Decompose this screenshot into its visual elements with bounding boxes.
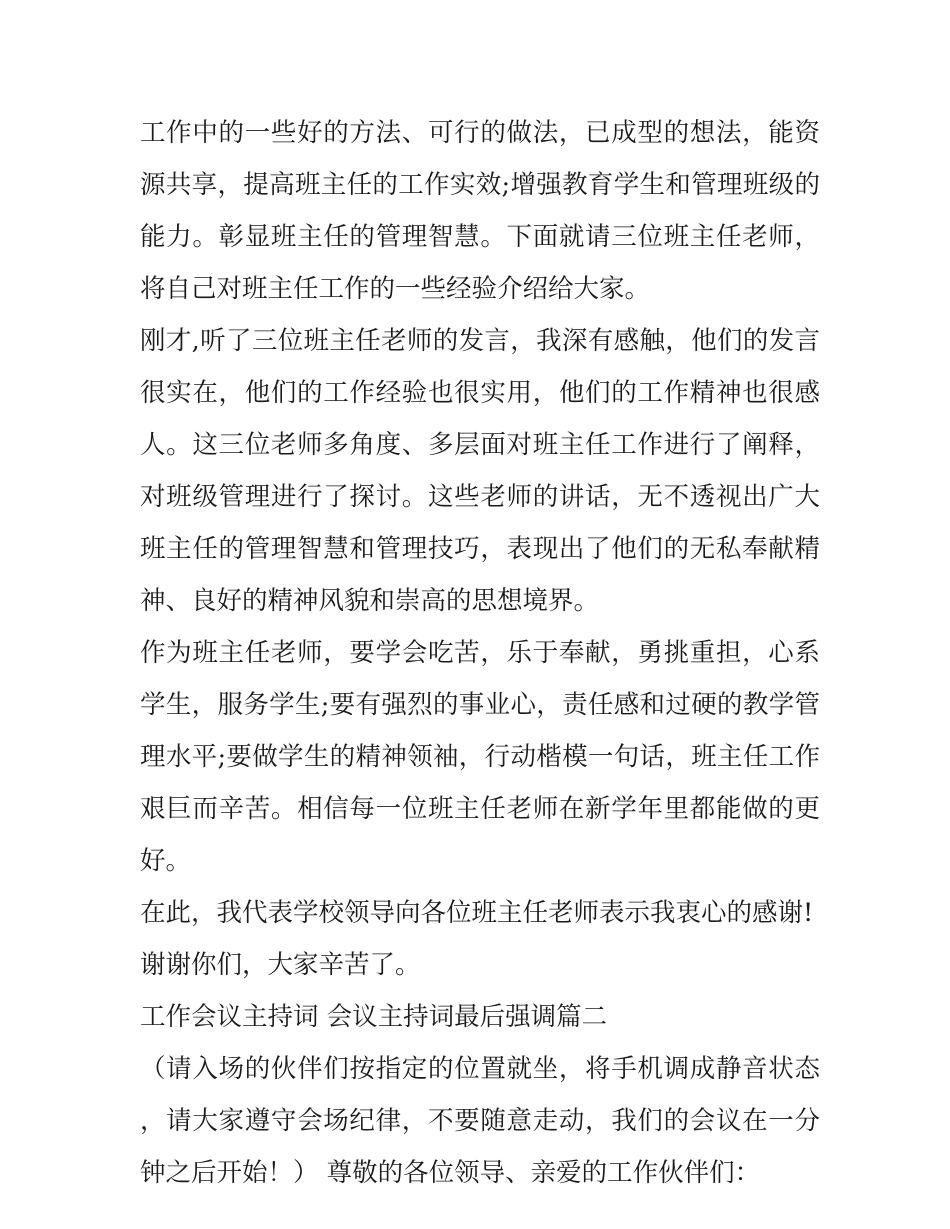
document-page — [140, 107, 820, 1199]
paragraph-thanks: 在此，我代表学校领导向各位班主任老师表示我衷心的感谢! — [140, 898, 814, 928]
paragraph-closing: 谢谢你们，大家辛苦了。 — [140, 950, 421, 980]
paragraph-teacher-speeches: 刚才,听了三位班主任老师的发言，我深有感触，他们的发言很实在，他们的工作经验也很实用，他们的工作精神也很感人。这三位老师多角度、多层面对班主任工作进行了阐释，对班级管理进行了探讨。这些老师的讲话，无不透视出广大班主任的管理智慧和管理技巧，表现出了他们的无私奉献精神、良好的精神风貌和崇高的思想境界。 — [140, 326, 820, 616]
paragraph-experience-sharing: 工作中的一些好的方法、可行的做法，已成型的想法，能资源共享，提高班主任的工作实效;增强教育学生和管理班级的能力。彰显班主任的管理智慧。下面就请三位班主任老师，将自己对班主任工作的一些经验介绍给大家。 — [140, 118, 820, 304]
paragraph-meeting-opening: （请入场的伙伴们按指定的位置就坐，将手机调成静音状态，请大家遵守会场纪律，不要随意走动，我们的会议在一分钟之后开始！） 尊敬的各位领导、亲爱的工作伙伴们： — [140, 1054, 820, 1188]
paragraph-head-teacher-duties: 作为班主任老师，要学会吃苦，乐于奉献，勇挑重担，心系学生，服务学生;要有强烈的事业心，责任感和过硬的教学管理水平;要做学生的精神领袖，行动楷模一句话，班主任工作艰巨而辛苦。相信每一位班主任老师在新学年里都能做的更好。 — [140, 638, 820, 876]
section-heading: 工作会议主持词 会议主持词最后强调篇二 — [140, 1002, 608, 1032]
